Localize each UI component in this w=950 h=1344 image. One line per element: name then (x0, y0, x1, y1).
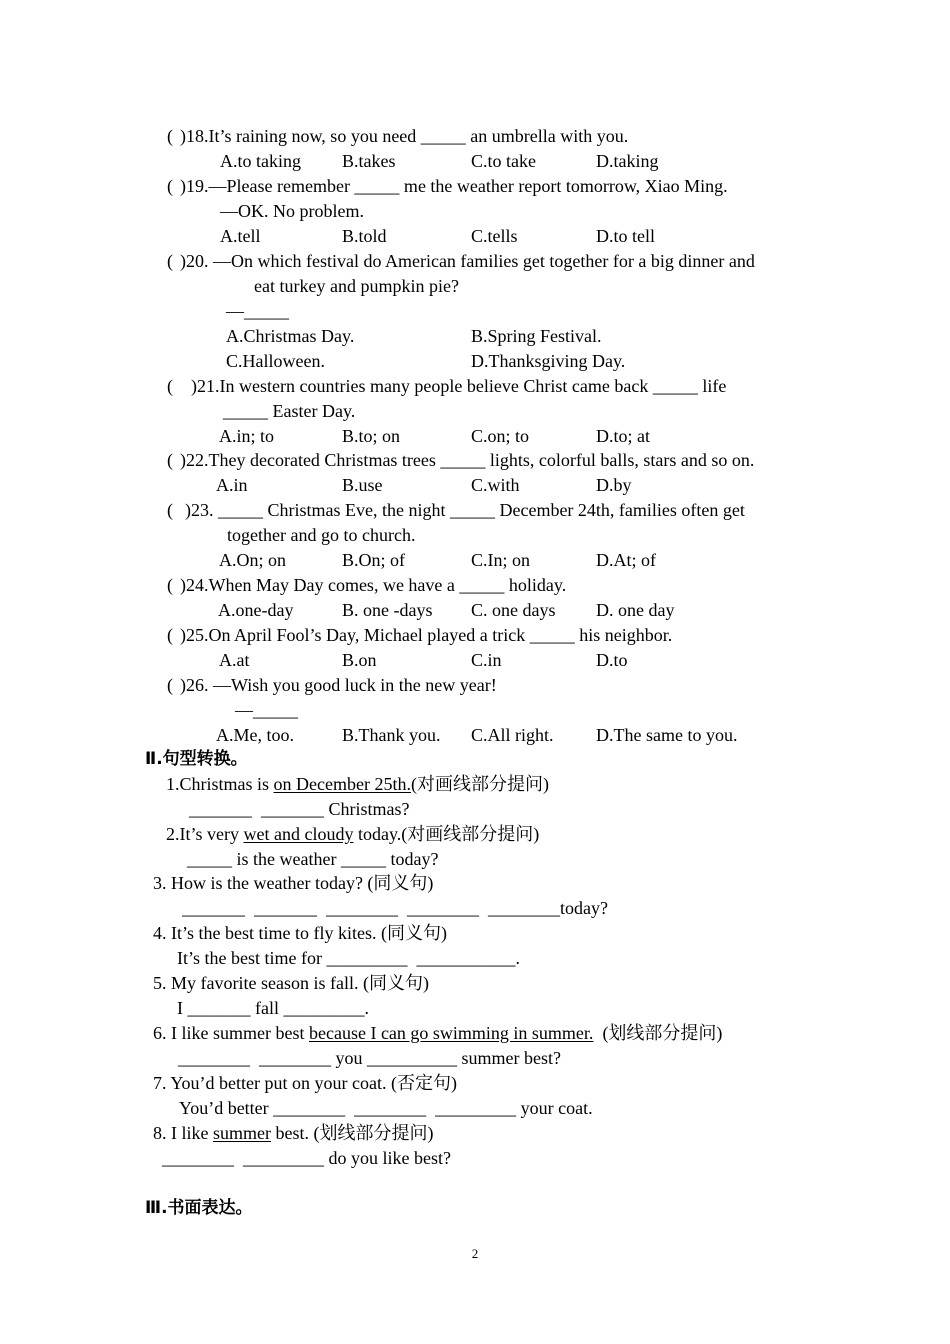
question-20-option-a: A.Christmas Day. (226, 326, 355, 346)
question-21-stem-continued: _____ Easter Day. (223, 401, 356, 421)
question-26-stem: ( )26. —Wish you good luck in the new year! (167, 675, 497, 695)
question-25-stem: ( )25.On April Fool’s Day, Michael played a trick _____ his neighbor. (167, 625, 673, 645)
question-25-option-d: D.to (596, 650, 628, 670)
question-24-stem: ( )24.When May Day comes, we have a _____ holiday. (167, 575, 567, 595)
page-number: 2 (471, 1246, 479, 1261)
question-23-option-d: D.At; of (596, 550, 656, 570)
question-20-reply: —_____ (226, 301, 289, 321)
question-21-option-b: B.to; on (342, 426, 401, 446)
question-23-option-a: A.On; on (219, 550, 286, 570)
rewrite-item-2: 2.It’s very wet and cloudy today.(对画线部分提问) (166, 824, 540, 844)
question-23-option-b: B.On; of (342, 550, 405, 570)
rewrite-item-6: 6. I like summer best because I can go swimming in summer. (划线部分提问) (153, 1023, 723, 1043)
question-21-option-d: D.to; at (596, 426, 650, 446)
rewrite-item-5-answer: I _______ fall _________. (177, 998, 369, 1018)
question-19-option-b: B.told (342, 226, 387, 246)
question-25-option-c: C.in (471, 650, 502, 670)
rewrite-item-3: 3. How is the weather today? (同义句) (153, 873, 434, 893)
rewrite-item-5: 5. My favorite season is fall. (同义句) (153, 973, 429, 993)
question-20-stem: ( )20. —On which festival do American families get together for a big dinner and (167, 251, 755, 271)
question-19-option-c: C.tells (471, 226, 518, 246)
question-26-option-d: D.The same to you. (596, 725, 738, 745)
section-3-heading: Ⅲ.书面表达。 (145, 1198, 253, 1218)
question-20-option-c: C.Halloween. (226, 351, 325, 371)
rewrite-item-4-answer: It’s the best time for _________ ___________. (177, 948, 520, 968)
question-20-stem-continued: eat turkey and pumpkin pie? (254, 276, 459, 296)
rewrite-item-1: 1.Christmas is on December 25th.(对画线部分提问) (166, 774, 549, 794)
rewrite-item-7-answer: You’d better ________ ________ _________ your coat. (179, 1098, 593, 1118)
question-22-option-b: B.use (342, 475, 383, 495)
question-19-stem: ( )19.—Please remember _____ me the weather report tomorrow, Xiao Ming. (167, 176, 728, 196)
question-18-stem: ( )18.It’s raining now, so you need _____ an umbrella with you. (167, 126, 629, 146)
question-18-option-a: A.to taking (220, 151, 301, 171)
rewrite-item-2-answer: _____ is the weather _____ today? (187, 849, 439, 869)
question-19-option-a: A.tell (220, 226, 261, 246)
question-26-reply: —_____ (235, 700, 298, 720)
question-25-option-b: B.on (342, 650, 377, 670)
question-18-option-b: B.takes (342, 151, 396, 171)
question-23-stem: ( )23. _____ Christmas Eve, the night _____ December 24th, families often get (167, 500, 745, 520)
rewrite-item-3-answer: _______ _______ ________ ________ ________today? (182, 898, 608, 918)
question-24-option-d: D. one day (596, 600, 675, 620)
rewrite-item-1-answer: _______ _______ Christmas? (189, 799, 410, 819)
question-22-option-d: D.by (596, 475, 632, 495)
question-24-option-b: B. one -days (342, 600, 433, 620)
question-26-option-b: B.Thank you. (342, 725, 441, 745)
rewrite-item-4: 4. It’s the best time to fly kites. (同义句) (153, 923, 447, 943)
question-19-option-d: D.to tell (596, 226, 655, 246)
question-23-stem-continued: together and go to church. (227, 525, 416, 545)
rewrite-item-6-answer: ________ ________ you __________ summer best? (178, 1048, 561, 1068)
question-26-option-a: A.Me, too. (216, 725, 294, 745)
rewrite-item-8-answer: ________ _________ do you like best? (162, 1148, 451, 1168)
question-20-option-d: D.Thanksgiving Day. (471, 351, 626, 371)
question-24-option-a: A.one-day (218, 600, 294, 620)
question-20-option-b: B.Spring Festival. (471, 326, 602, 346)
rewrite-item-7: 7. You’d better put on your coat. (否定句) (153, 1073, 457, 1093)
question-26-option-c: C.All right. (471, 725, 554, 745)
question-22-option-a: A.in (216, 475, 248, 495)
rewrite-item-8: 8. I like summer best. (划线部分提问) (153, 1123, 434, 1143)
question-23-option-c: C.In; on (471, 550, 531, 570)
question-22-stem: ( )22.They decorated Christmas trees _____ lights, colorful balls, stars and so on. (167, 450, 755, 470)
question-24-option-c: C. one days (471, 600, 556, 620)
question-19-reply: —OK. No problem. (220, 201, 364, 221)
question-22-option-c: C.with (471, 475, 520, 495)
question-21-option-a: A.in; to (219, 426, 275, 446)
question-18-option-c: C.to take (471, 151, 536, 171)
section-2-heading: Ⅱ.句型转换。 (145, 749, 248, 769)
question-21-option-c: C.on; to (471, 426, 530, 446)
question-25-option-a: A.at (219, 650, 250, 670)
question-18-option-d: D.taking (596, 151, 659, 171)
question-21-stem: ( )21.In western countries many people believe Christ came back _____ life (167, 376, 727, 396)
